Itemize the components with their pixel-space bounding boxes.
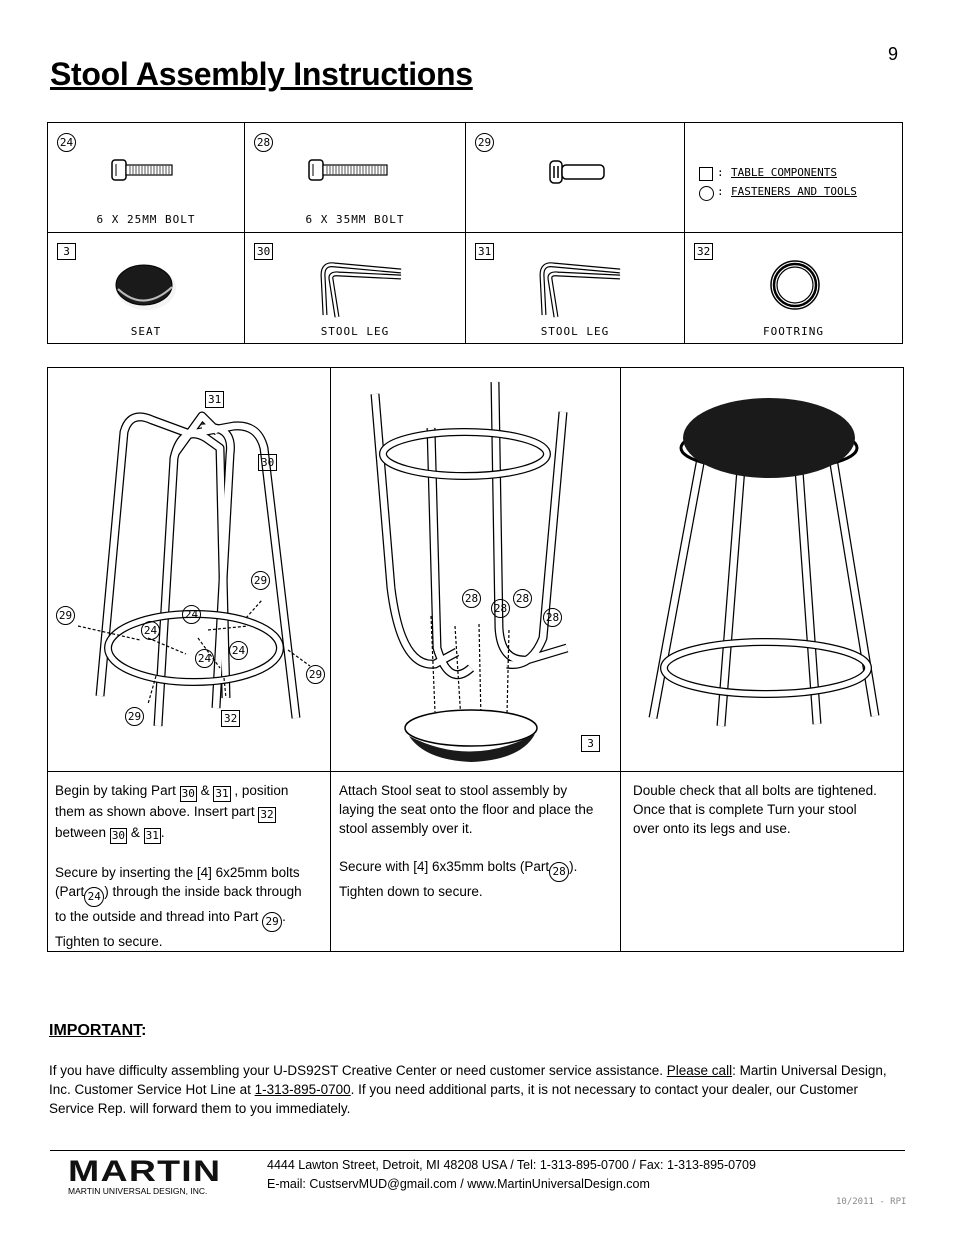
finished-stool-drawing	[621, 368, 903, 771]
page-number: 9	[888, 44, 899, 64]
part-number-31: 31	[475, 243, 494, 260]
part-number-30: 30	[254, 243, 273, 260]
part-number-28: 28	[254, 133, 273, 152]
part-label-30: STOOL LEG	[320, 325, 390, 338]
part-number-24: 24	[57, 133, 76, 152]
page-title: Stool Assembly Instructions	[50, 56, 473, 92]
square-legend-icon	[699, 167, 713, 181]
part-label-32: FOOTRING	[763, 325, 824, 338]
ref-31: 31	[215, 787, 229, 800]
stool-frame-drawing	[48, 368, 330, 771]
step1-callout-24: 24	[229, 641, 248, 660]
legend-fasteners: FASTENERS AND TOOLS	[731, 185, 857, 198]
part-label-24: 6 X 25MM BOLT	[96, 213, 196, 226]
stool-leg-31-icon	[536, 255, 626, 319]
stool-leg-30-icon	[317, 255, 407, 319]
ref-32: 32	[260, 808, 274, 821]
part-number-32: 32	[694, 243, 713, 260]
step3-illustration	[621, 368, 903, 771]
footer-address: 4444 Lawton Street, Detroit, MI 48208 USA / Tel: 1-313-895-0700 / Fax: 1-313-895-0709	[267, 1158, 756, 1172]
important-heading: IMPORTANT:	[49, 1022, 147, 1039]
step1-callout-29: 29	[306, 665, 325, 684]
martin-logo	[68, 1155, 222, 1196]
step1-callout-29: 29	[251, 571, 270, 590]
ref-24: 24	[84, 887, 104, 907]
step1-callout-24: 24	[195, 649, 214, 668]
parts-table	[47, 122, 903, 344]
step1-callout-24: 24	[182, 605, 201, 624]
logo-wordmark: MARTIN	[68, 1155, 222, 1188]
legend-colon-2: :	[717, 185, 724, 198]
hotline-phone[interactable]: 1-313-895-0700	[254, 1082, 351, 1097]
step1-callout-31: 31	[205, 391, 224, 408]
part-label-3: SEAT	[130, 325, 162, 338]
part-cell-29	[466, 123, 685, 233]
step2-callout-28: 28	[543, 608, 562, 627]
part-cell-32	[685, 233, 902, 343]
step1-callout-29: 29	[56, 606, 75, 625]
part-label-31: STOOL LEG	[540, 325, 610, 338]
part-label-28: 6 X 35MM BOLT	[305, 213, 405, 226]
legend-colon-1: :	[717, 166, 724, 179]
step2-text: Attach Stool seat to stool assembly by laying the seat onto the floor and place the stool assembly over it. Secure with [4] 6x35mm bolts (Part 28 ). Tighten down to secure.	[339, 783, 594, 899]
ref-29: 29	[262, 912, 282, 932]
inverted-stool-drawing	[331, 368, 620, 771]
ref-30: 30	[181, 787, 195, 800]
step2-callout-28: 28	[462, 589, 481, 608]
part-cell-3	[48, 233, 245, 343]
important-paragraph: If you have difficulty assembling your U-DS92ST Creative Center or need customer service assistance. Please call: Martin Universal Design, Inc. Customer Service Hot Line at 1-313-895-0700. If you need additional parts, it is not necessary to contact your dealer, our Customer Service Rep. will forward them to you immediately.	[49, 1063, 887, 1116]
step3-text: Double check that all bolts are tightened. Once that is complete Turn your stool over onto its legs and use.	[633, 783, 877, 836]
part-cell-30	[245, 233, 466, 343]
footring-icon	[767, 257, 823, 313]
step1-callout-29: 29	[125, 707, 144, 726]
circle-legend-icon	[699, 186, 714, 201]
footer-divider	[50, 1150, 905, 1151]
logo-subtitle: MARTIN UNIVERSAL DESIGN, INC.	[68, 1186, 208, 1196]
legend-components: TABLE COMPONENTS	[731, 166, 837, 179]
please-call: Please call	[666, 1063, 733, 1078]
part-number-3: 3	[57, 243, 76, 260]
ref-28: 28	[549, 862, 569, 882]
part-number-29: 29	[475, 133, 494, 152]
bolt-25mm-icon	[108, 157, 178, 185]
assembly-steps	[47, 367, 904, 952]
step1-callout-32: 32	[221, 710, 240, 727]
document-code: 10/2011 - RPI	[836, 1197, 907, 1207]
legend-cell	[685, 123, 902, 233]
step2-illustration	[331, 368, 620, 771]
step1-illustration	[48, 368, 330, 771]
seat-icon	[106, 255, 186, 315]
step2-callout-28: 28	[491, 599, 510, 618]
step1-text: Begin by taking Part 30 & 31 , position them as shown above. Insert part 32 between 30 & 31 . Secure by inserting the [4] 6x25mm bolts (Part 24 ) through the inside back through to the outside and thread into Part 29 . Tighten to secure.	[55, 783, 302, 949]
part-cell-24	[48, 123, 245, 233]
step2-callout-3: 3	[581, 735, 600, 752]
step1-callout-30: 30	[258, 454, 277, 471]
step1-callout-24: 24	[141, 621, 160, 640]
step2-callout-28: 28	[513, 589, 532, 608]
bolt-35mm-icon	[305, 157, 395, 185]
ref-30: 30	[111, 829, 126, 842]
barrel-nut-icon	[546, 159, 612, 187]
footer-contact	[267, 1156, 756, 1194]
footer-email[interactable]: E-mail: CustservMUD@gmail.com / www.MartinUniversalDesign.com	[267, 1177, 650, 1191]
part-cell-28	[245, 123, 466, 233]
ref-31: 31	[145, 829, 159, 842]
part-cell-31	[466, 233, 685, 343]
